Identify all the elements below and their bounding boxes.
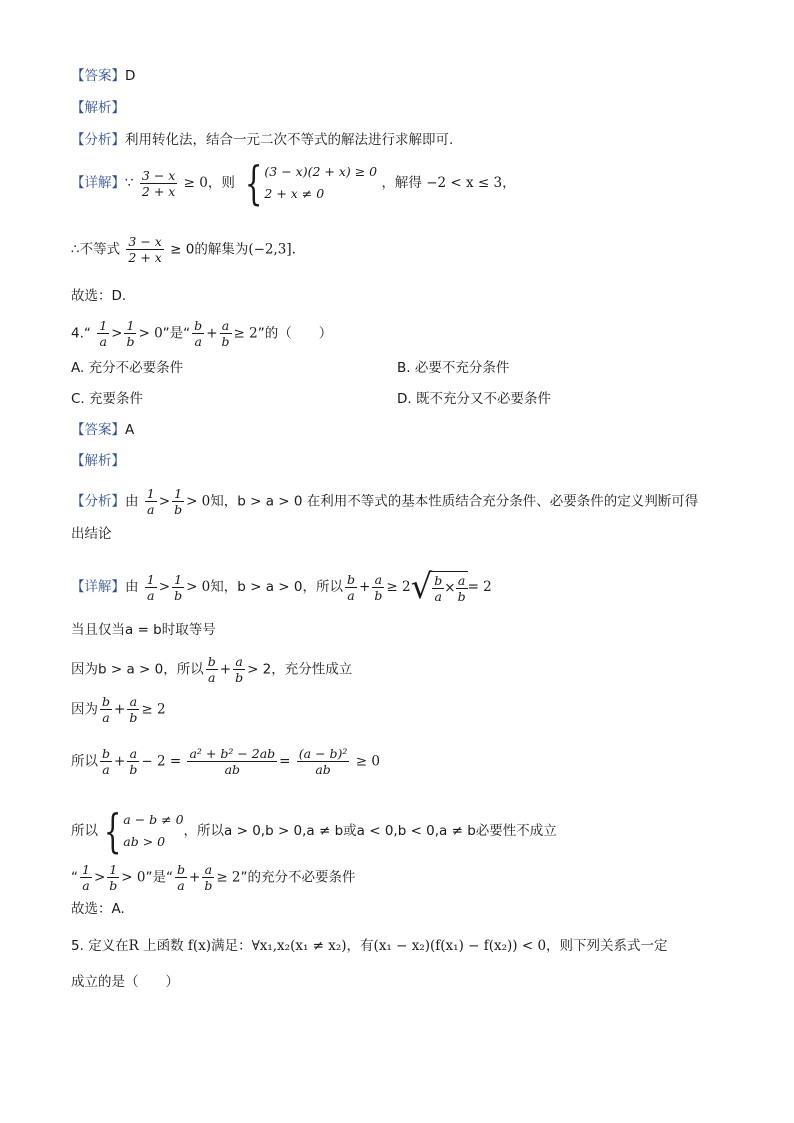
because-symbol: ∵ — [125, 175, 134, 191]
system-brace: { — [103, 804, 122, 858]
fraction-numerator: 3 − x — [128, 234, 162, 249]
choice-text: 故选：D. — [71, 288, 127, 304]
fraction: $\frac{a}{b}$ — [204, 862, 213, 893]
system-brace: { — [244, 156, 263, 210]
question-number: 5. — [71, 938, 84, 954]
detail-tag: 【详解】 — [71, 579, 125, 595]
fraction: $\frac{b}{a}$ — [194, 318, 203, 349]
q5-line1: 定义在R 上函数 f(x)满足：∀x₁,x₂(x₁ ≠ x₂)，有(x₁ − x₂)(f(x₁) − f(x₂)) < 0，则下列关系式一定 — [88, 938, 668, 954]
analysis-tag: 【解析】 — [71, 453, 125, 469]
fraction: $\frac{1}{a}$ — [146, 571, 155, 603]
fraction: $\frac{b}{a}$ — [347, 571, 356, 603]
q3-therefore-line — [71, 234, 296, 265]
q4-answer-line — [71, 420, 134, 440]
so-tail: ≥ 0 — [355, 753, 380, 770]
answer-tag: 【答案】 — [71, 422, 125, 438]
q4-detail-line: 【详解】由 $\frac{1}{a}$ > $\frac{1}{b}$ > 0知，b > a > 0，所以 $\frac{b}{a}$ + $\frac{a}{b}$ ≥ 2√ $\frac{b}{a}$ × $\frac{a}{b}$ = 2 — [71, 567, 492, 607]
q4-system-line — [71, 804, 557, 858]
fenxi-text: 利用转化法，结合一元二次不等式的解法进行求解即可. — [125, 132, 454, 148]
fraction-denominator: ab — [224, 762, 241, 777]
therefore-tail: ≥ 0的解集为 — [170, 241, 249, 258]
inequality-text: ≥ 0，则 — [183, 175, 235, 191]
option-d: D. 既不充分又不必要条件 — [397, 391, 551, 407]
fraction: $\frac{1}{a}$ — [146, 486, 155, 517]
fenxi-tag: 【分析】 — [71, 493, 125, 510]
stem-mid: ”是“ — [162, 325, 191, 342]
option-b: B. 必要不充分条件 — [397, 360, 510, 376]
detail-tag: 【详解】 — [71, 175, 125, 191]
q3-answer-line — [71, 66, 135, 86]
fenxi-line2: 出结论 — [71, 526, 112, 542]
detail-tail: = 2 — [467, 579, 492, 595]
q4-sufficiency-line: 因为b > a > 0，所以 $\frac{b}{a}$ + $\frac{a}{b}$ > 2，充分性成立 — [71, 654, 353, 685]
equality-text: 当且仅当a = b时取等号 — [71, 622, 216, 638]
fraction-numerator: 3 − x — [141, 167, 176, 183]
fraction-numerator: a² + b² − 2ab — [189, 746, 276, 761]
nec-pre: 因为 — [71, 701, 98, 718]
fraction: $\frac{b}{a}$ — [102, 694, 111, 725]
choice-text: 故选：A. — [71, 901, 125, 917]
answer-tag: 【答案】 — [71, 68, 125, 84]
q4-so-line: 所以 $\frac{b}{a}$ + $\frac{a}{b}$ − 2 = $\frac{\text{a² + b² − 2ab}}{ab}$ = $\frac{\text{(a − b)²}}{ab}$ ≥ 0 — [71, 746, 380, 777]
nec-tail: ≥ 2 — [141, 701, 166, 718]
fenxi-pre: 由 — [125, 493, 139, 510]
fraction: $\frac{1}{b}$ — [126, 318, 135, 349]
fraction: $\frac{a}{b}$ — [374, 571, 383, 603]
fraction-denominator: 2 + x — [128, 250, 162, 265]
fraction-numerator: (a − b)² — [298, 746, 348, 761]
fraction-denominator: ab — [315, 762, 331, 777]
concl-pre: “ — [71, 869, 78, 886]
system-row: ab > 0 — [123, 834, 166, 849]
q3-choice-line — [71, 286, 126, 306]
system-row: (3 − x)(2 + x) ≥ 0 — [264, 164, 378, 179]
fraction: $\frac{1}{a}$ — [99, 318, 108, 349]
fraction — [297, 746, 350, 777]
q5-stem-line1 — [71, 936, 668, 956]
solution-set: (−2,3]. — [248, 241, 296, 258]
fraction-denominator: 2 + x — [141, 183, 176, 199]
q4-necessity-line: 因为 $\frac{b}{a}$ + $\frac{a}{b}$ ≥ 2 — [71, 694, 166, 725]
fraction: $\frac{a}{b}$ — [129, 694, 138, 725]
question-number: 4. — [71, 325, 84, 342]
concl-mid: ”是“ — [145, 869, 173, 886]
concl-tail: ”的充分不必要条件 — [240, 869, 356, 886]
detail-pre: 由 — [125, 579, 139, 595]
suff-pre: 因为b > a > 0，所以 — [71, 661, 204, 678]
detail-mid: 知，b > a > 0，所以 — [210, 579, 344, 595]
q3-detail-line — [71, 156, 516, 210]
q5-stem-line2 — [71, 972, 179, 992]
q4-conclusion-line: “ $\frac{1}{a}$ > $\frac{1}{b}$ > 0”是“ $\frac{b}{a}$ + $\frac{a}{b}$ ≥ 2”的充分不必要条件 — [71, 862, 356, 893]
so-pre: 所以 — [71, 753, 98, 770]
q5-line2: 成立的是（ ） — [71, 974, 179, 990]
q4-fenxi-line: 【分析】由 $\frac{1}{a}$ > $\frac{1}{b}$ > 0知，b > a > 0 在利用不等式的基本性质结合充分条件、必要条件的定义判断可得 — [71, 486, 699, 517]
stem-tail: ”的（ ） — [257, 325, 333, 342]
suff-tail: > 2，充分性成立 — [247, 661, 353, 678]
q4-stem: 4.“ $\frac{1}{a}$ > $\frac{1}{b}$ > 0”是“ $\frac{b}{a}$ + $\frac{a}{b}$ ≥ 2”的（ ） — [71, 318, 333, 349]
q4-choice-line — [71, 899, 125, 919]
fraction: $\frac{b}{a}$ — [176, 862, 185, 893]
so-mid: − 2 = — [141, 753, 182, 770]
option-c: C. 充要条件 — [71, 391, 144, 407]
fraction: $\frac{a}{b}$ — [235, 654, 244, 685]
fraction: $\frac{b}{a}$ — [102, 746, 111, 777]
fenxi-tag: 【分析】 — [71, 132, 125, 148]
q4-analysis-line — [71, 451, 125, 471]
system-row: 2 + x ≠ 0 — [264, 186, 325, 201]
option-a: A. 充分不必要条件 — [71, 360, 184, 376]
fraction: $\frac{a}{b}$ — [221, 318, 230, 349]
inequality-system — [264, 161, 377, 205]
answer-value: A — [125, 422, 135, 438]
sys-tail: ，所以a > 0,b > 0,a ≠ b或a < 0,b < 0,a ≠ b必要性不成立 — [183, 823, 557, 839]
sys-pre: 所以 — [71, 823, 98, 839]
fraction: $\frac{a}{b}$ — [129, 746, 138, 777]
square-root: √ $\frac{b}{a}$ × $\frac{a}{b}$ — [410, 567, 466, 607]
analysis-tag: 【解析】 — [71, 100, 125, 116]
q3-analysis-line — [71, 98, 125, 118]
fraction: $\frac{1}{b}$ — [174, 571, 183, 603]
fraction — [187, 746, 277, 777]
inequality-system — [123, 809, 183, 853]
fraction: $\frac{b}{a}$ — [207, 654, 216, 685]
fraction: $\frac{1}{b}$ — [109, 862, 118, 893]
fraction: $\frac{1}{a}$ — [82, 862, 90, 893]
fraction — [126, 234, 163, 265]
solve-text: ，解得 −2 < x ≤ 3， — [381, 175, 516, 191]
fenxi-mid: 知，b > a > 0 在利用不等式的基本性质结合充分条件、必要条件的定义判断可得 — [210, 493, 699, 510]
fraction — [140, 168, 177, 199]
q4-equality-line — [71, 620, 216, 640]
answer-value: D — [125, 68, 136, 84]
system-row: a − b ≠ 0 — [123, 812, 184, 827]
stem-quote: “ — [83, 325, 91, 342]
q4-fenxi-line2 — [71, 524, 112, 544]
q3-fenxi-line — [71, 130, 453, 150]
fraction: $\frac{1}{b}$ — [174, 486, 183, 517]
therefore-text: ∴不等式 — [71, 241, 121, 258]
